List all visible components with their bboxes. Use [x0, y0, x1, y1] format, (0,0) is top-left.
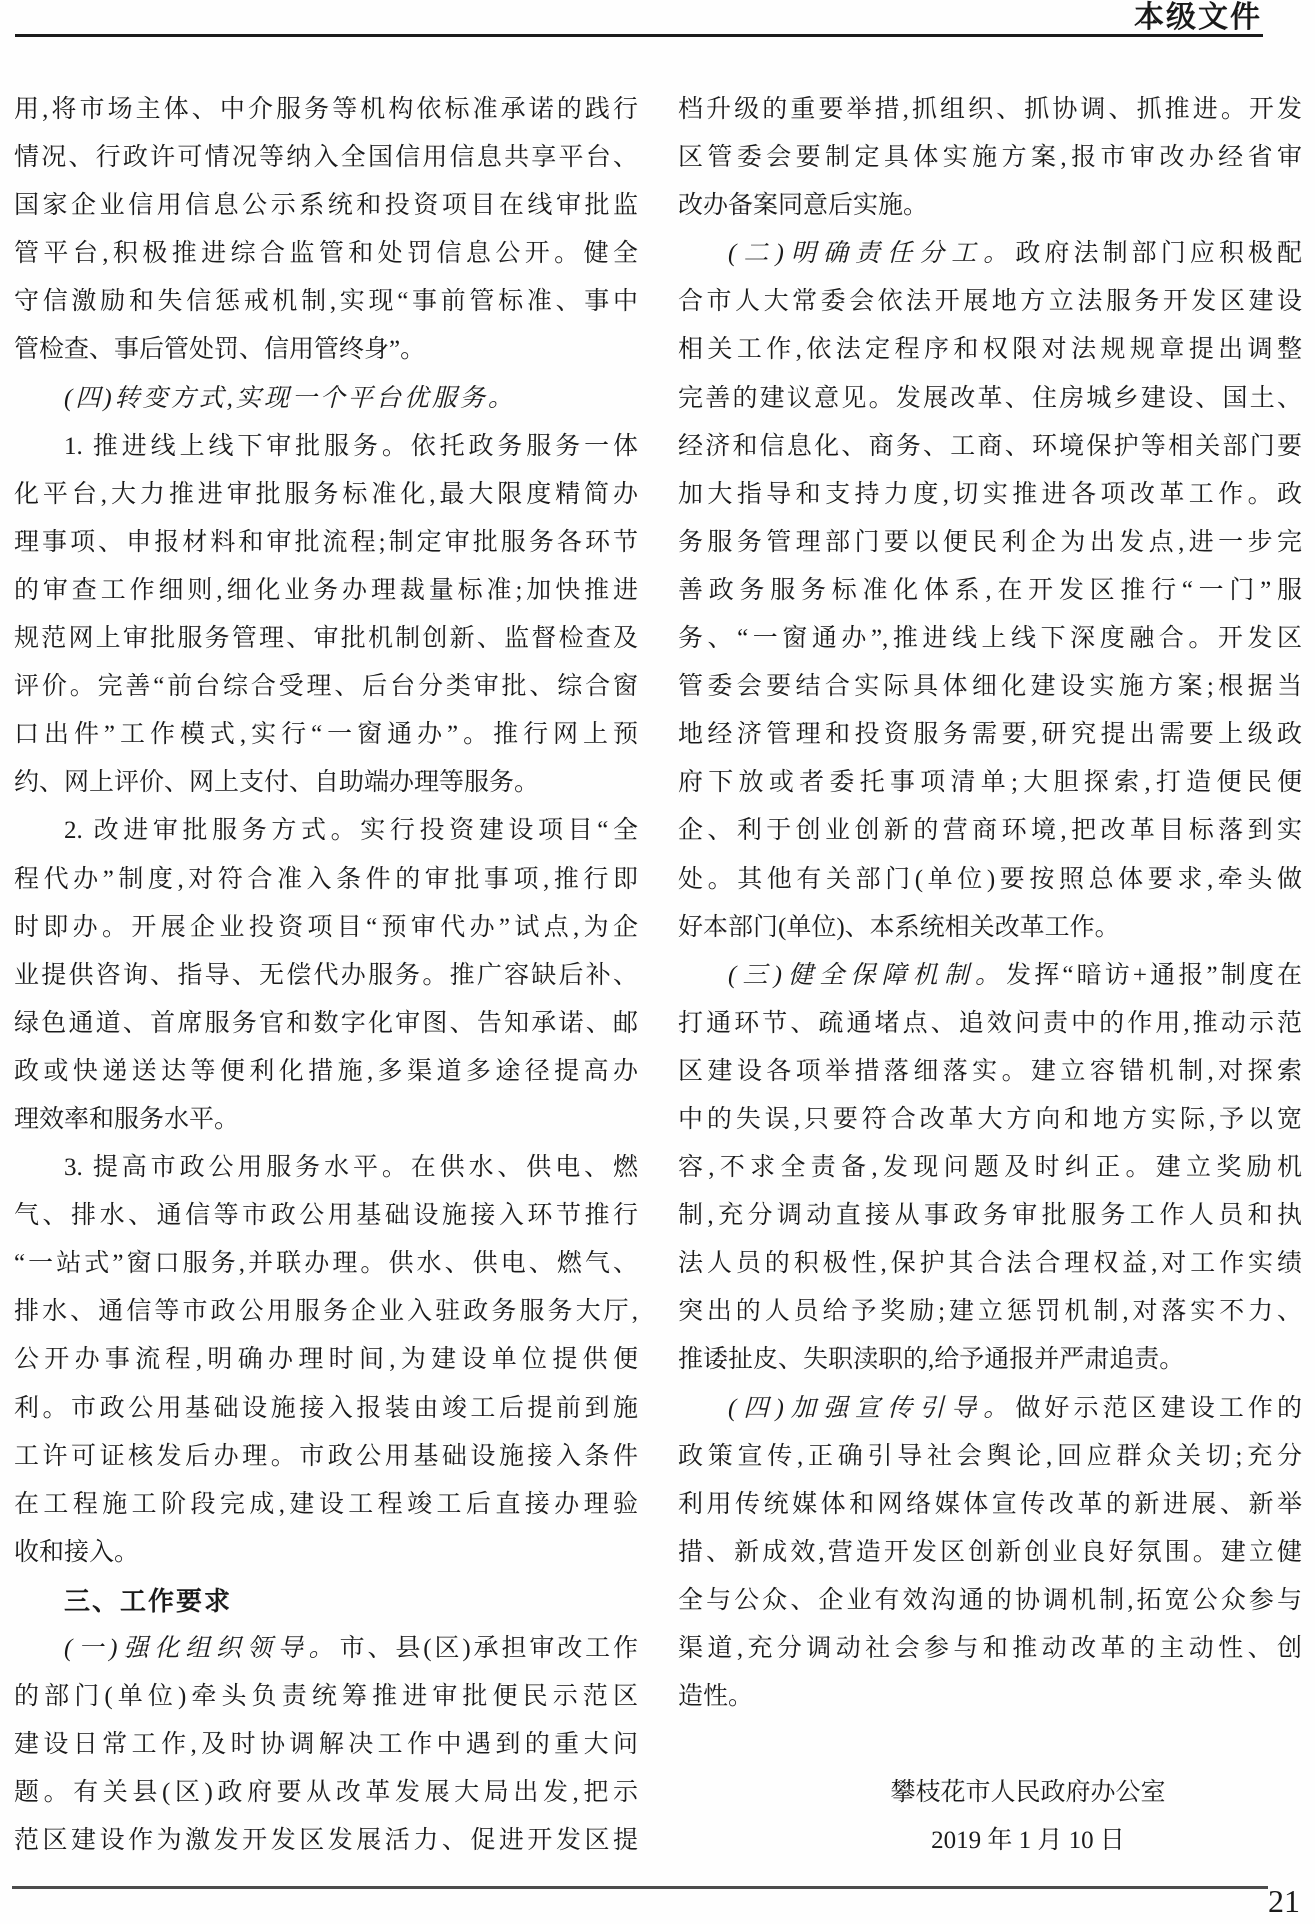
page-header-title: 本级文件: [1134, 1, 1262, 34]
text-line: [678, 856, 1302, 904]
text-line: [678, 86, 1302, 134]
text-line: [678, 952, 1302, 1000]
text-line: [678, 1048, 1302, 1096]
text-line: [14, 1817, 638, 1865]
text-line: [14, 1048, 638, 1096]
text-line: [678, 1385, 1302, 1433]
text-line: [14, 1192, 638, 1240]
text-line: [14, 1673, 638, 1721]
text-segment: 守信激励和失信惩戒机制,实现“事前管标准、事中: [14, 288, 638, 316]
text-line: [14, 615, 638, 663]
text-line: [678, 807, 1302, 855]
text-segment: 企、利于创业创新的营商环境,把改革目标落到实: [678, 817, 1302, 845]
footer-rule: [12, 1886, 1268, 1889]
text-line: [678, 326, 1302, 374]
text-segment: 全与公众、企业有效沟通的协调机制,拓宽公众参与: [678, 1586, 1302, 1614]
text-segment: 法人员的积极性,保护其合法合理权益,对工作实绩: [678, 1250, 1302, 1278]
text-line: [678, 759, 1302, 807]
text-line: [14, 1769, 638, 1817]
text-line: [678, 1192, 1302, 1240]
text-segment: 管平台,积极推进综合监管和处罚信息公开。健全: [14, 240, 638, 268]
clause-heading-line: [14, 375, 638, 423]
text-line: [14, 519, 638, 567]
text-segment: 的部门(单位)牵头负责统筹推进审批便民示范区: [14, 1683, 638, 1711]
header-rule: [15, 34, 1263, 37]
text-line: [14, 1529, 638, 1577]
text-line: [14, 807, 638, 855]
text-segment: “一站式”窗口服务,并联办理。供水、供电、燃气、: [14, 1250, 638, 1278]
text-segment: 区建设各项举措落细落实。建立容错机制,对探索: [678, 1057, 1302, 1085]
text-segment: 政策宣传,正确引导社会舆论,回应群众关切;充分: [678, 1442, 1302, 1470]
text-segment: 措、新成效,营造开发区创新创业良好氛围。建立健: [678, 1538, 1302, 1566]
text-line: [14, 1288, 638, 1336]
text-segment: 地经济管理和投资服务需要,研究提出需要上级政: [678, 721, 1302, 749]
text-line: [678, 1529, 1302, 1577]
text-line: [14, 663, 638, 711]
text-line: [678, 471, 1302, 519]
text-segment: 的审查工作细则,细化业务办理裁量标准;加快推进: [14, 576, 638, 604]
text-segment: 做好示范区建设工作的: [1015, 1394, 1302, 1422]
text-segment: 利用传统媒体和网络媒体宣传改革的新进展、新举: [678, 1490, 1302, 1518]
text-segment: 发挥“暗访+通报”制度在: [1006, 961, 1302, 989]
text-line: [678, 519, 1302, 567]
text-segment: 区管委会要制定具体实施方案,报市审改办经省审: [678, 144, 1302, 172]
text-segment: 题。有关县(区)政府要从改革发展大局出发,把示: [14, 1779, 638, 1807]
text-line: [678, 1288, 1302, 1336]
text-segment: 合市人大常委会依法开展地方立法服务开发区建设: [678, 288, 1302, 316]
text-segment: 范区建设作为激发开发区发展活力、促进开发区提: [14, 1827, 638, 1855]
clause-heading: (二)明确责任分工。: [728, 240, 1016, 268]
text-line: [14, 326, 638, 374]
text-segment: 2019 年 1 月 10 日: [931, 1827, 1125, 1855]
text-segment: 利。市政公用基础设施接入报装由竣工后提前到施: [14, 1394, 638, 1422]
text-line: [14, 182, 638, 230]
text-segment: 绿色通道、首席服务官和数字化审图、告知承诺、邮: [14, 1009, 638, 1037]
text-line: [678, 663, 1302, 711]
text-segment: 政府法制部门应积极配: [1015, 240, 1302, 268]
text-line: [14, 1433, 638, 1481]
text-line: [14, 1481, 638, 1529]
text-segment: 化平台,大力推进审批服务标准化,最大限度精简办: [14, 480, 638, 508]
text-line: [678, 423, 1302, 471]
text-line: [14, 471, 638, 519]
text-segment: 2. 改进审批服务方式。实行投资建设项目“全: [64, 817, 638, 845]
text-line: [14, 278, 638, 326]
text-line: [14, 1385, 638, 1433]
text-segment: 制,充分调动直接从事政务审批服务工作人员和执: [678, 1202, 1302, 1230]
text-line: [14, 86, 638, 134]
text-line: [14, 1000, 638, 1048]
right-column: [678, 86, 1302, 1865]
page-number: 21: [1268, 1883, 1300, 1919]
text-line: [14, 856, 638, 904]
text-line: [14, 1721, 638, 1769]
text-line: [14, 1336, 638, 1384]
text-segment: 用,将市场主体、中介服务等机构依标准承诺的践行: [14, 96, 638, 123]
text-segment: 建设日常工作,及时协调解决工作中遇到的重大问: [14, 1731, 638, 1759]
text-line: [14, 1096, 638, 1144]
text-line: [678, 1000, 1302, 1048]
text-line: [14, 567, 638, 615]
text-segment: 好本部门(单位)、本系统相关改革工作。: [678, 913, 1120, 941]
text-segment: 完善的建议意见。发展改革、住房城乡建设、国土、: [678, 384, 1302, 412]
text-segment: 推诿扯皮、失职渎职的,给予通报并严肃追责。: [678, 1346, 1185, 1374]
text-line: [14, 134, 638, 182]
text-segment: 国家企业信用信息公示系统和投资项目在线审批监: [14, 192, 638, 220]
text-segment: 管检查、事后管处罚、信用管终身”。: [14, 336, 426, 364]
text-line: [14, 1144, 638, 1192]
text-line: [678, 567, 1302, 615]
text-line: [678, 1721, 1302, 1769]
text-segment: 规范网上审批服务管理、审批机制创新、监督检查及: [14, 625, 638, 653]
text-line: [678, 1096, 1302, 1144]
text-segment: 突出的人员给予奖励;建立惩罚机制,对落实不力、: [678, 1298, 1302, 1326]
text-segment: 公开办事流程,明确办理时间,为建设单位提供便: [14, 1346, 638, 1374]
text-line: [678, 711, 1302, 759]
text-line: [678, 1625, 1302, 1673]
text-segment: 市、县(区)承担审改工作: [339, 1635, 638, 1662]
text-line: [14, 952, 638, 1000]
text-segment: 气、排水、通信等市政公用基础设施接入环节推行: [14, 1202, 638, 1230]
text-segment: 经济和信息化、商务、工商、环境保护等相关部门要: [678, 432, 1302, 460]
text-segment: 管委会要结合实际具体细化建设实施方案;根据当: [678, 673, 1302, 701]
left-column: [14, 86, 638, 1865]
text-line: [678, 1240, 1302, 1288]
text-line: [14, 1240, 638, 1288]
text-line: [678, 278, 1302, 326]
signature-office: [678, 1769, 1302, 1817]
text-segment: 3. 提高市政公用服务水平。在供水、供电、燃: [64, 1154, 638, 1182]
clause-heading: (一)强化组织领导。: [64, 1635, 340, 1662]
document-body: [14, 86, 1302, 1865]
text-segment: 工许可证核发后办理。市政公用基础设施接入条件: [14, 1442, 638, 1470]
text-segment: 理效率和服务水平。: [14, 1105, 240, 1133]
text-segment: 务、“一窗通办”,推进线上线下深度融合。开发区: [678, 625, 1302, 653]
text-line: [678, 615, 1302, 663]
text-segment: 业提供咨询、指导、无偿代办服务。推广容缺后补、: [14, 961, 638, 989]
text-line: [678, 1577, 1302, 1625]
text-segment: 约、网上评价、网上支付、自助端办理等服务。: [14, 769, 540, 797]
signature-date: [678, 1817, 1302, 1865]
text-segment: 相关工作,依法定程序和权限对法规规章提出调整: [678, 336, 1302, 364]
text-segment: 排水、通信等市政公用服务企业入驻政务服务大厅,: [14, 1298, 638, 1326]
text-segment: 在工程施工阶段完成,建设工程竣工后直接办理验: [14, 1490, 638, 1518]
text-segment: 府下放或者委托事项清单;大胆探索,打造便民便: [678, 769, 1302, 797]
text-segment: 攀枝花市人民政府办公室: [890, 1779, 1166, 1807]
text-segment: 善政务服务标准化体系,在开发区推行“一门”服: [678, 576, 1302, 604]
text-segment: 评价。完善“前台综合受理、后台分类审批、综合窗: [14, 673, 638, 701]
text-segment: 改办备案同意后实施。: [678, 192, 929, 220]
section-heading: 三、工作要求: [64, 1585, 233, 1616]
text-segment: 中的失误,只要符合改革大方向和地方实际,予以宽: [678, 1105, 1302, 1133]
text-line: [678, 904, 1302, 952]
text-line: [14, 423, 638, 471]
text-segment: 收和接入。: [14, 1538, 140, 1566]
text-segment: 口出件”工作模式,实行“一窗通办”。推行网上预: [14, 721, 638, 749]
text-line: [678, 1336, 1302, 1384]
text-segment: 情况、行政许可情况等纳入全国信用信息共享平台、: [14, 144, 638, 172]
text-line: [678, 375, 1302, 423]
text-line: [678, 230, 1302, 278]
text-line: [14, 759, 638, 807]
section-heading-line: [14, 1577, 638, 1625]
text-segment: 程代办”制度,对符合准入条件的审批事项,推行即: [14, 865, 638, 893]
text-line: [678, 182, 1302, 230]
text-line: [678, 1144, 1302, 1192]
clause-heading: (三)健全保障机制。: [728, 961, 1007, 989]
text-line: [678, 134, 1302, 182]
text-line: [14, 711, 638, 759]
clause-heading: (四)转变方式,实现一个平台优服务。: [64, 384, 516, 412]
text-line: [678, 1673, 1302, 1721]
text-line: [14, 1625, 638, 1673]
text-segment: 政或快递送达等便利化措施,多渠道多途径提高办: [14, 1057, 638, 1085]
text-line: [678, 1433, 1302, 1481]
text-segment: 打通环节、疏通堵点、追效问责中的作用,推动示范: [678, 1009, 1302, 1037]
text-segment: 档升级的重要举措,抓组织、抓协调、抓推进。开发: [678, 96, 1302, 123]
text-segment: 1. 推进线上线下审批服务。依托政务服务一体: [64, 432, 638, 460]
text-segment: 加大指导和支持力度,切实推进各项改革工作。政: [678, 480, 1302, 508]
text-segment: 务服务管理部门要以便民利企为出发点,进一步完: [678, 528, 1302, 556]
text-line: [14, 904, 638, 952]
text-line: [678, 1481, 1302, 1529]
clause-heading: (四)加强宣传引导。: [728, 1394, 1016, 1422]
text-line: [14, 230, 638, 278]
text-segment: 渠道,充分调动社会参与和推动改革的主动性、创: [678, 1635, 1302, 1662]
text-segment: 容,不求全责备,发现问题及时纠正。建立奖励机: [678, 1154, 1302, 1182]
text-segment: 理事项、申报材料和审批流程;制定审批服务各环节: [14, 528, 638, 556]
text-segment: 处。其他有关部门(单位)要按照总体要求,牵头做: [678, 865, 1302, 893]
text-segment: 造性。: [678, 1683, 754, 1711]
text-segment: 时即办。开展企业投资项目“预审代办”试点,为企: [14, 913, 638, 941]
